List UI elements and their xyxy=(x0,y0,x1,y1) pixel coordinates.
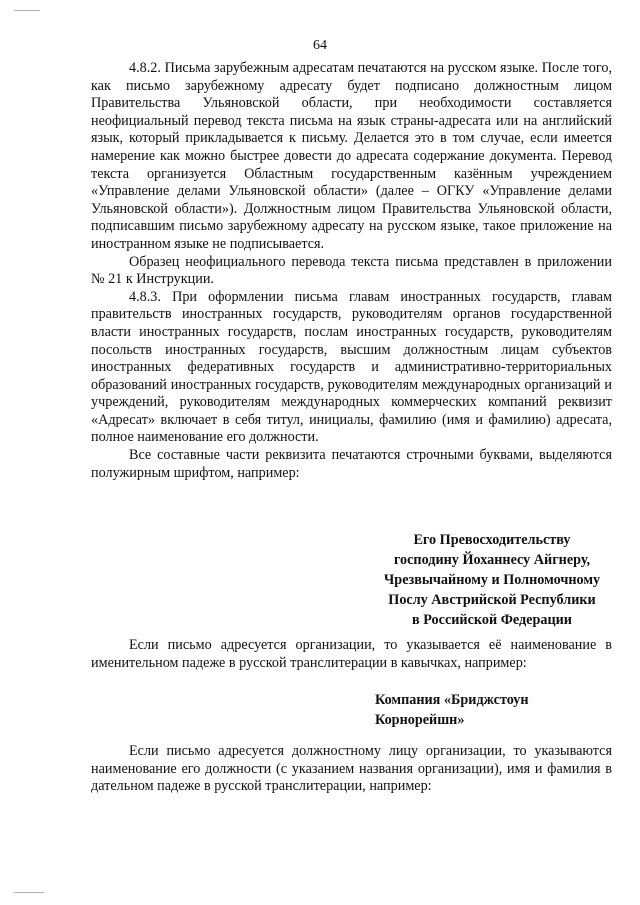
organization-text xyxy=(91,637,612,672)
paragraph-sample-translation: Образец неофициального перевода текста письма представлен в приложении № 21 к Инструкции. xyxy=(91,253,612,288)
example-company-line: Компания «Бриджстоун xyxy=(375,692,529,708)
example-company-block xyxy=(375,690,605,730)
paragraph-4-8-3: 4.8.3. При оформлении письма главам иностранных государств, главам правительств иностранных государств, руководителям органов государственной власти иностранных государств, послам иностранных государств, руководителям посольств иностранных государств, высшим должностным лицам субъектов иностранных федеративных государств и административно-территориальных образований иностранных государств, руководителям международных организаций и учреждений, руководителям международных коммерческих компаний реквизит «Адресат» включает в себя титул, инициалы, фамилию (имя и фамилию) адресата, полное наименование его должности. xyxy=(91,288,612,446)
example-addressee-block xyxy=(371,530,613,630)
paragraph-official: Если письмо адресуется должностному лицу организации, то указываются наименование его должности (с указанием названия организации), имя и фамилия в дательном падеже в русской транслитерации, например: xyxy=(91,743,612,795)
scan-edge-mark-top xyxy=(14,10,40,11)
paragraph-bold-parts: Все составные части реквизита печатаются строчными буквами, выделяются полужирным шрифтом, например: xyxy=(91,447,612,481)
example-addressee-line: Послу Австрийской Республики xyxy=(388,592,596,608)
example-company-line: Корнорейшн» xyxy=(375,712,465,728)
official-text xyxy=(91,743,612,796)
paragraph-organization: Если письмо адресуется организации, то указывается её наименование в именительном падеже в русской транслитерации в кавычках, например: xyxy=(91,637,612,671)
example-addressee-line: господину Йоханнесу Айгнеру, xyxy=(393,552,591,568)
section-4-8-2-text xyxy=(91,60,612,482)
example-addressee-line: Его Превосходительству xyxy=(413,532,571,548)
paragraph-4-8-2: 4.8.2. Письма зарубежным адресатам печатаются на русском языке. После того, как письмо зарубежному адресату будет подписано должностным лицом Правительства Ульяновской области, при необходимости составляется неофициальный перевод текста письма на язык страны-адресата или на английский язык, который прикладывается к письму. Делается это в том случае, если имеется намерение как можно быстрее довести до адресата содержание документа. Перевод текста организуется Областным государственным казённым учреждением «Управление делами Ульяновской области» (далее – ОГКУ «Управление делами Ульяновской области»). Должностным лицом Правительства Ульяновской области, подписавшим письмо зарубежному адресату на русском языке, такое приложение на иностранном языке не подписывается. xyxy=(91,60,612,252)
scan-edge-mark-bottom xyxy=(14,892,44,893)
example-addressee-line: Чрезвычайному и Полномочному xyxy=(383,572,601,588)
example-addressee-line: в Российской Федерации xyxy=(412,612,572,628)
page-number: 64 xyxy=(313,38,327,53)
